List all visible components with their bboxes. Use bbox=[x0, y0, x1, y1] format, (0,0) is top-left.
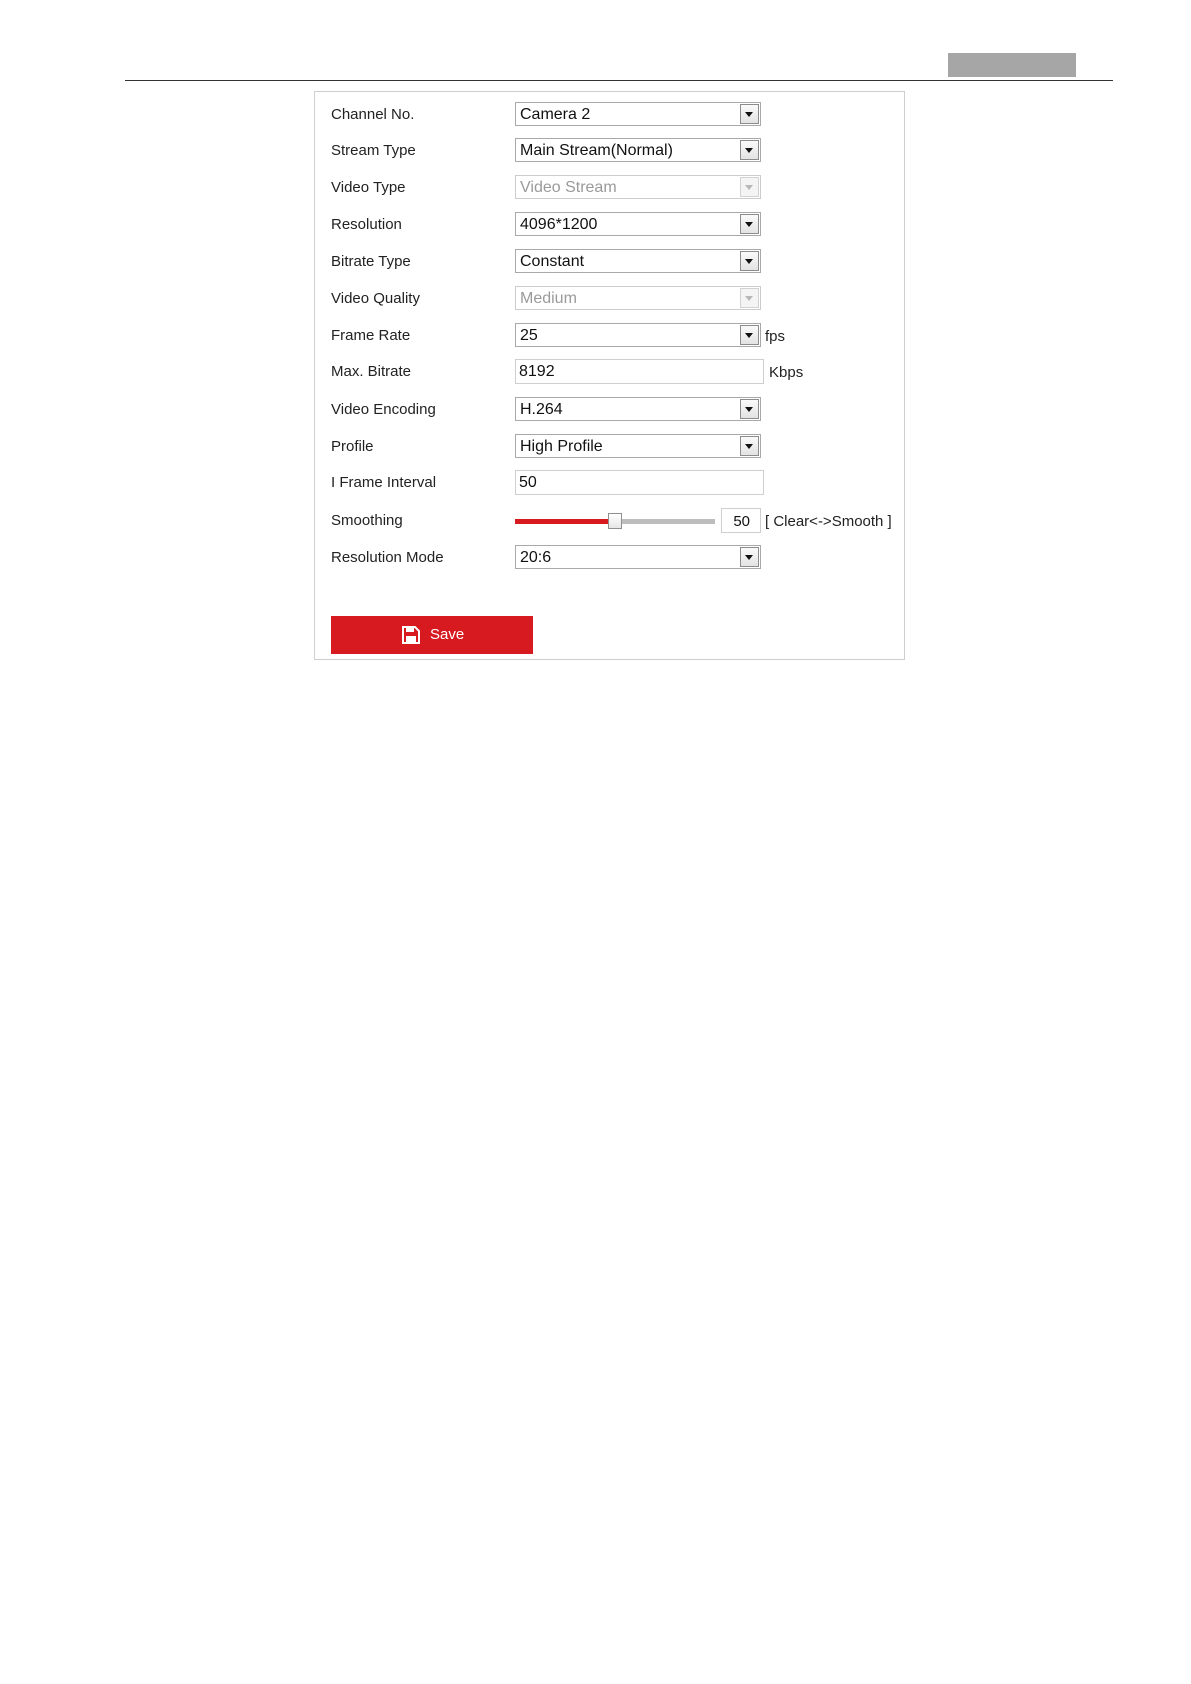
row-bitrate-type bbox=[331, 249, 901, 275]
smoothing-slider-fill bbox=[515, 519, 615, 524]
profile-value: High Profile bbox=[520, 438, 603, 455]
i-frame-interval-input[interactable] bbox=[515, 470, 764, 495]
resolution-mode-value: 20:6 bbox=[520, 549, 552, 566]
chevron-down-icon[interactable] bbox=[740, 140, 759, 160]
chevron-down-icon[interactable] bbox=[740, 325, 759, 345]
frame-rate-unit: fps bbox=[765, 328, 786, 345]
chevron-down-icon[interactable] bbox=[740, 214, 759, 234]
chevron-down-icon bbox=[740, 288, 759, 308]
row-profile bbox=[331, 434, 901, 460]
chevron-down-icon[interactable] bbox=[740, 436, 759, 456]
resolution-mode-select[interactable] bbox=[515, 545, 761, 569]
chevron-down-icon[interactable] bbox=[740, 399, 759, 419]
smoothing-label: Smoothing bbox=[331, 512, 403, 529]
frame-rate-value: 25 bbox=[520, 327, 538, 344]
max-bitrate-label: Max. Bitrate bbox=[331, 363, 412, 380]
bitrate-type-label: Bitrate Type bbox=[331, 253, 411, 270]
max-bitrate-input[interactable] bbox=[515, 359, 764, 384]
chevron-down-icon bbox=[740, 177, 759, 197]
header-rule bbox=[125, 80, 1113, 81]
bitrate-type-select[interactable] bbox=[515, 249, 761, 273]
save-button[interactable] bbox=[331, 616, 533, 654]
stream-type-value: Main Stream(Normal) bbox=[520, 142, 673, 159]
row-stream-type bbox=[331, 138, 901, 164]
chevron-down-icon[interactable] bbox=[740, 104, 759, 124]
video-quality-value: Medium bbox=[520, 290, 577, 307]
row-video-type bbox=[331, 175, 901, 201]
row-channel-no bbox=[331, 102, 901, 128]
save-button-label: Save bbox=[430, 626, 465, 643]
profile-label: Profile bbox=[331, 438, 374, 455]
smoothing-value: 50 bbox=[733, 513, 750, 530]
stream-type-label: Stream Type bbox=[331, 142, 416, 159]
row-frame-rate bbox=[331, 323, 901, 349]
video-type-label: Video Type bbox=[331, 179, 406, 196]
video-encoding-label: Video Encoding bbox=[331, 401, 436, 418]
channel-no-value: Camera 2 bbox=[520, 106, 591, 123]
video-type-select bbox=[515, 175, 761, 199]
frame-rate-label: Frame Rate bbox=[331, 327, 411, 344]
floppy-disk-icon bbox=[402, 626, 420, 644]
row-i-frame-interval bbox=[331, 470, 901, 496]
chevron-down-icon[interactable] bbox=[740, 251, 759, 271]
resolution-mode-label: Resolution Mode bbox=[331, 549, 444, 566]
bitrate-type-value: Constant bbox=[520, 253, 585, 270]
i-frame-interval-label: I Frame Interval bbox=[331, 474, 437, 491]
chevron-down-icon[interactable] bbox=[740, 547, 759, 567]
row-resolution-mode bbox=[331, 545, 901, 571]
channel-no-select[interactable] bbox=[515, 102, 761, 126]
resolution-select[interactable] bbox=[515, 212, 761, 236]
video-settings-panel bbox=[314, 91, 905, 660]
row-video-encoding bbox=[331, 397, 901, 423]
stream-type-select[interactable] bbox=[515, 138, 761, 162]
video-quality-label: Video Quality bbox=[331, 290, 420, 307]
row-video-quality bbox=[331, 286, 901, 312]
video-type-value: Video Stream bbox=[520, 179, 617, 196]
video-quality-select bbox=[515, 286, 761, 310]
resolution-value: 4096*1200 bbox=[520, 216, 598, 233]
i-frame-interval-value: 50 bbox=[519, 474, 537, 491]
frame-rate-select[interactable] bbox=[515, 323, 761, 347]
profile-select[interactable] bbox=[515, 434, 761, 458]
row-resolution bbox=[331, 212, 901, 238]
smoothing-slider-handle[interactable] bbox=[608, 513, 622, 529]
smoothing-slider-track[interactable] bbox=[515, 519, 715, 524]
channel-no-label: Channel No. bbox=[331, 106, 415, 123]
max-bitrate-unit: Kbps bbox=[769, 364, 804, 381]
row-max-bitrate bbox=[331, 359, 901, 385]
smoothing-hint: [ Clear<->Smooth ] bbox=[765, 513, 892, 530]
video-encoding-value: H.264 bbox=[520, 401, 563, 418]
header-tab bbox=[948, 53, 1076, 77]
smoothing-value-input[interactable] bbox=[721, 508, 761, 533]
max-bitrate-value: 8192 bbox=[519, 363, 555, 380]
row-smoothing bbox=[331, 508, 901, 534]
resolution-label: Resolution bbox=[331, 216, 402, 233]
video-encoding-select[interactable] bbox=[515, 397, 761, 421]
